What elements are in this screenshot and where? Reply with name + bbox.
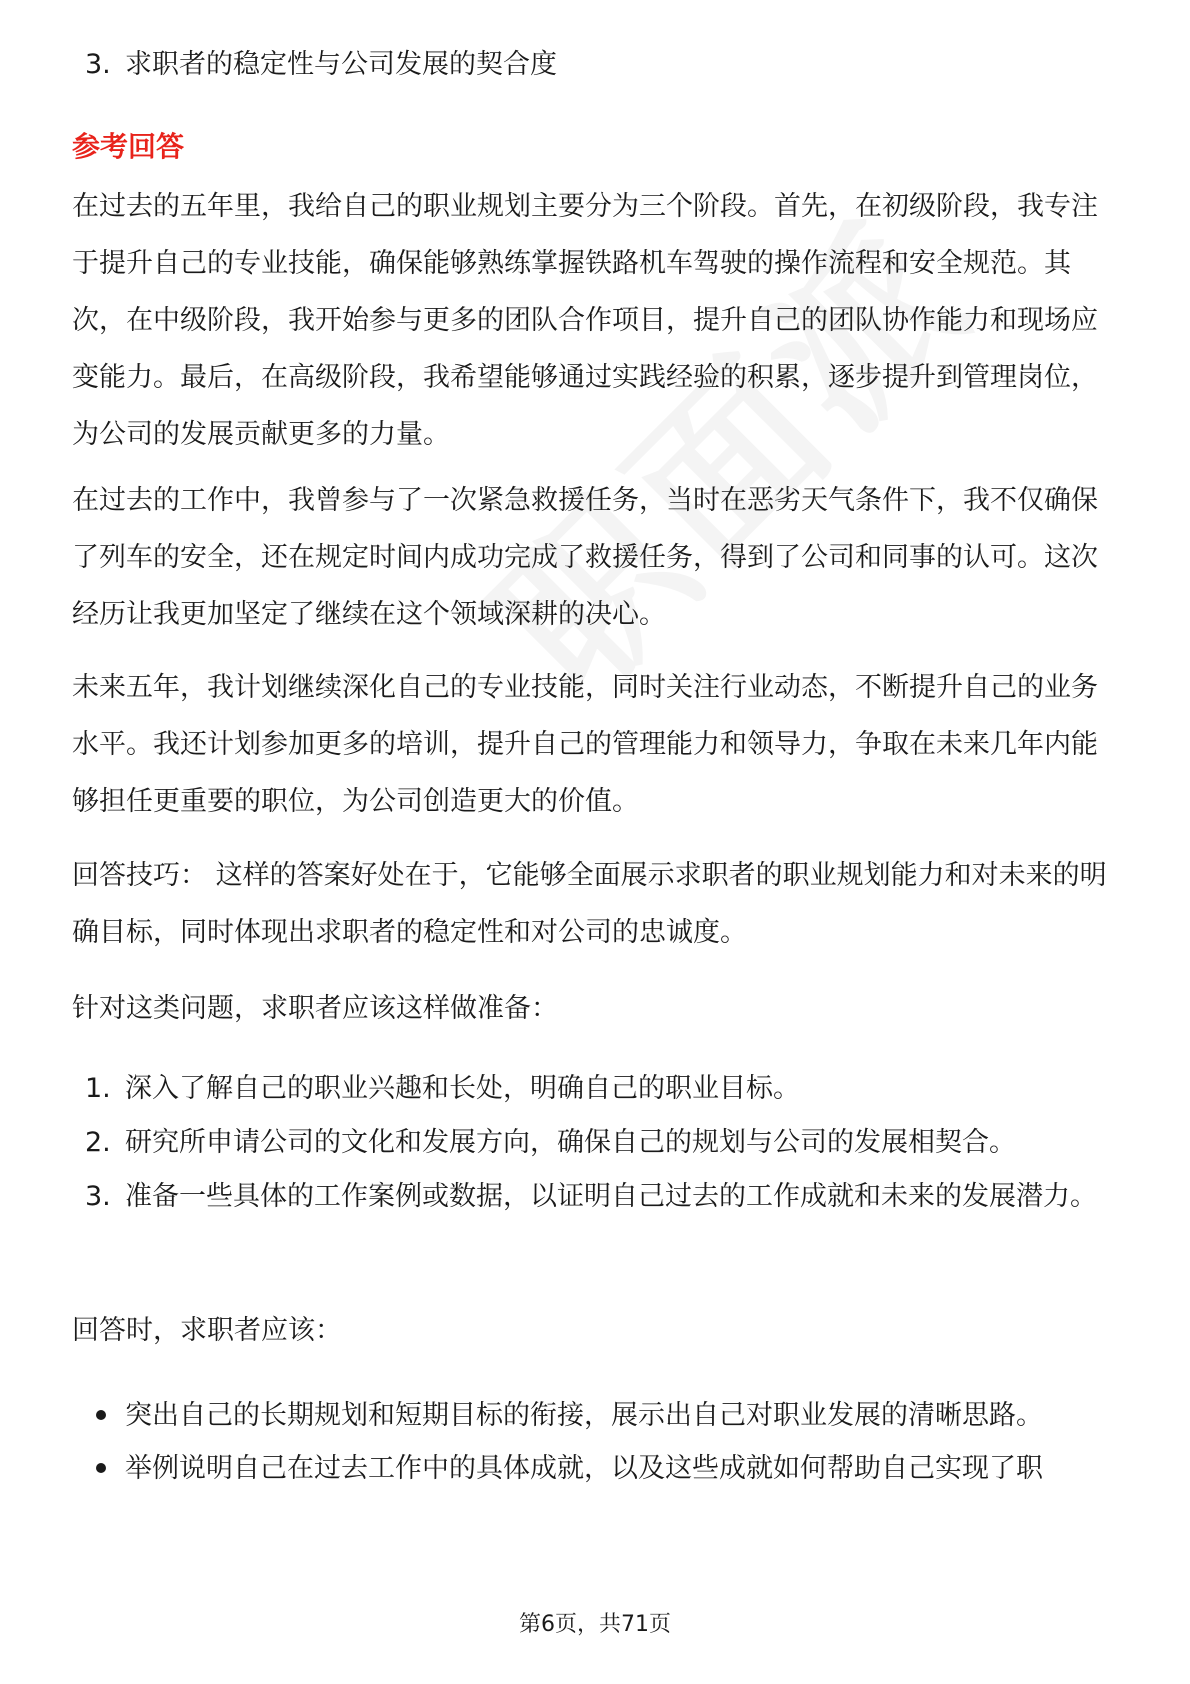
bullet-dot-icon (96, 1463, 106, 1473)
bullet-item-text: 举例说明自己在过去工作中的具体成就，以及这些成就如何帮助自己实现了职 (125, 1453, 1043, 1484)
page-footer: 第6页，共71页 (519, 1612, 671, 1637)
prep-item-number: 2. (85, 1127, 111, 1158)
top-list-text: 求职者的稳定性与公司发展的契合度 (125, 49, 557, 80)
prep-item-text: 研究所申请公司的文化和发展方向，确保自己的规划与公司的发展相契合。 (125, 1127, 1016, 1158)
paragraph-rescue-experience: 在过去的工作中，我曾参与了一次紧急救援任务，当时在恶劣天气条件下，我不仅确保了列车的安全，还在规定时间内成功完成了救援任务，得到了公司和同事的认可。这次经历让我更加坚定了继续在这个领域深耕的决心。 (72, 485, 1098, 630)
prep-item-number: 3. (85, 1181, 111, 1212)
prep-item-text: 深入了解自己的职业兴趣和长处，明确自己的职业目标。 (125, 1073, 800, 1104)
paragraph-answer-intro: 回答时，求职者应该： (72, 1315, 342, 1346)
paragraph-future-plan: 未来五年，我计划继续深化自己的专业技能，同时关注行业动态，不断提升自己的业务水平。我还计划参加更多的培训，提升自己的管理能力和领导力，争取在未来几年内能够担任更重要的职位，为公司创造更大的价值。 (72, 672, 1098, 817)
paragraph-prep-intro: 针对这类问题，求职者应该这样做准备： (72, 993, 558, 1024)
bullet-dot-icon (96, 1410, 106, 1420)
paragraph-career-plan: 在过去的五年里，我给自己的职业规划主要分为三个阶段。首先，在初级阶段，我专注于提升自己的专业技能，确保能够熟练掌握铁路机车驾驶的操作流程和安全规范。其次，在中级阶段，我开始参与更多的团队合作项目，提升自己的团队协作能力和现场应变能力。最后，在高级阶段，我希望能够通过实践经验的积累，逐步提升到管理岗位，为公司的发展贡献更多的力量。 (72, 191, 1098, 450)
answer-heading: 参考回答 (72, 130, 185, 163)
prep-item-text: 准备一些具体的工作案例或数据，以证明自己过去的工作成就和未来的发展潜力。 (125, 1181, 1097, 1212)
prep-item-number: 1. (85, 1073, 111, 1104)
paragraph-answer-tips: 回答技巧： 这样的答案好处在于，它能够全面展示求职者的职业规划能力和对未来的明确目标，同时体现出求职者的稳定性和对公司的忠诚度。 (72, 860, 1107, 948)
top-list-number: 3. (85, 49, 111, 80)
bullet-item-text: 突出自己的长期规划和短期目标的衔接，展示出自己对职业发展的清晰思路。 (125, 1400, 1043, 1431)
